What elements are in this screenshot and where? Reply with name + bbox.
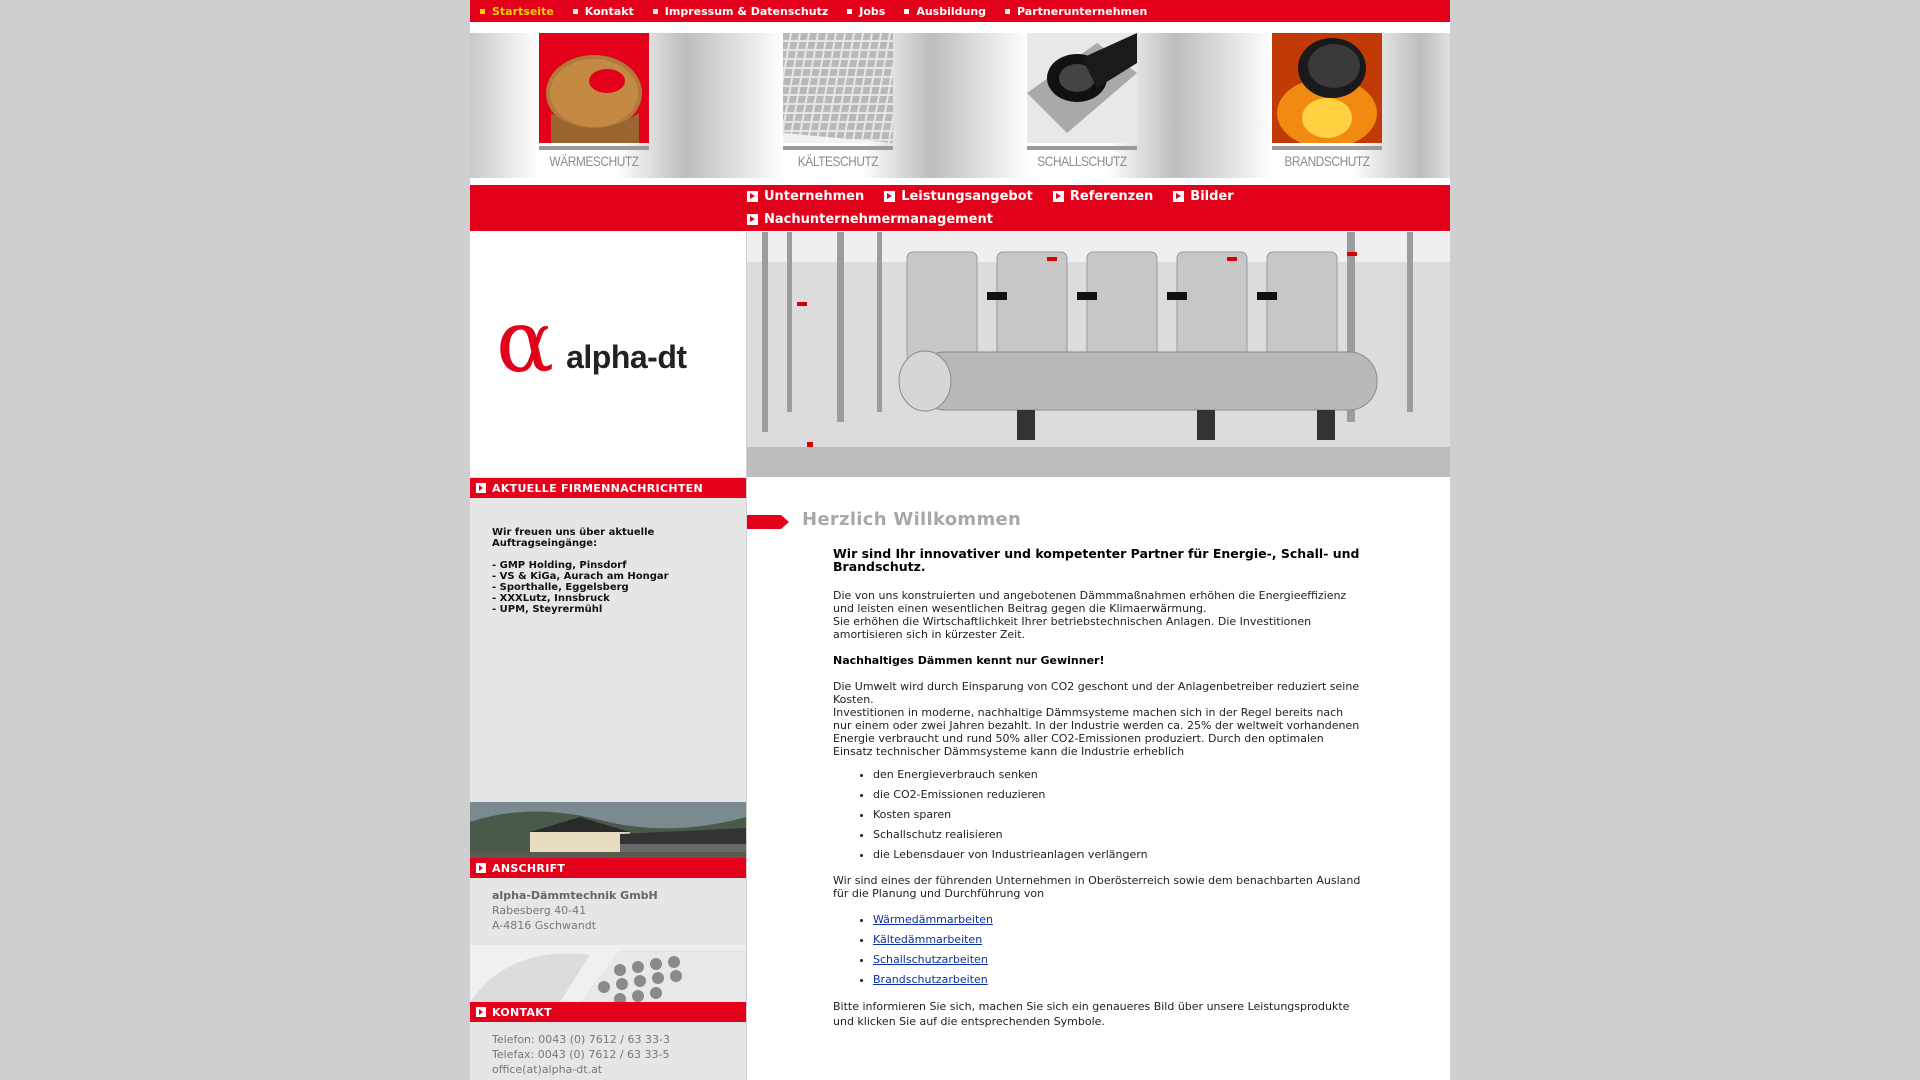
list-item: • die CO2-Emissionen reduzieren xyxy=(873,788,1363,801)
product-brandschutz[interactable] xyxy=(1272,33,1382,169)
telephone-photo xyxy=(470,945,746,1002)
service-link-brandschutzarbeiten[interactable]: Brandschutzarbeiten xyxy=(873,973,988,986)
arrow-right-icon xyxy=(476,1007,486,1017)
news-item: - Sporthalle, Eggelsberg xyxy=(492,582,629,593)
list-item: • den Energieverbrauch senken xyxy=(873,768,1363,781)
product-label: SCHALLSCHUTZ xyxy=(1037,153,1127,169)
list-item: • Schallschutz realisieren xyxy=(873,828,1363,841)
logo-text: alpha-dt xyxy=(566,339,687,375)
service-link-waermedaemmarbeiten[interactable]: Wärmedämmarbeiten xyxy=(873,913,994,926)
divider-bar xyxy=(783,146,893,150)
bullet-icon xyxy=(480,9,485,14)
news-intro: Wir freuen uns über aktuelle Auftragseingänge: xyxy=(492,527,655,549)
benefits-list xyxy=(833,768,1363,861)
email-address[interactable]: office(at)alpha-dt.at xyxy=(492,1063,603,1076)
product-kaelteschutz[interactable] xyxy=(783,33,893,169)
top-nav-kontakt[interactable]: Kontakt xyxy=(573,5,634,18)
paragraph: Wir sind eines der führenden Unternehmen in Oberösterreich sowie dem benachbarten Ausland für die Planung und Durchführung von xyxy=(833,874,1361,900)
contact-block xyxy=(492,1032,670,1077)
arrow-right-icon xyxy=(747,191,758,202)
main-content xyxy=(747,477,1450,1080)
news-list xyxy=(492,527,732,615)
service-item xyxy=(873,973,1363,986)
main-nav-unternehmen[interactable]: Unternehmen xyxy=(747,189,864,204)
heading-arrow-icon xyxy=(747,515,789,529)
company-name: alpha-Dämmtechnik GmbH xyxy=(492,889,658,902)
bullet-icon xyxy=(904,9,909,14)
page-container xyxy=(470,0,1450,1080)
top-nav-jobs[interactable]: Jobs xyxy=(847,5,885,18)
service-link-schallschutzarbeiten[interactable]: Schallschutzarbeiten xyxy=(873,953,988,966)
arrow-right-icon xyxy=(1053,191,1064,202)
fax-number: Telefax: 0043 (0) 7612 / 63 33-5 xyxy=(492,1048,670,1061)
bullet-icon xyxy=(653,9,658,14)
divider-bar xyxy=(1027,146,1137,150)
address-heading: ANSCHRIFT xyxy=(470,858,746,878)
address-block xyxy=(492,888,658,933)
bullet-icon xyxy=(1005,9,1010,14)
company-logo[interactable] xyxy=(496,292,687,392)
main-nav-nachunternehmermanagement[interactable]: Nachunternehmermanagement xyxy=(747,212,993,227)
bullet-icon xyxy=(847,9,852,14)
building-photo xyxy=(470,802,746,858)
arrow-right-icon xyxy=(884,191,895,202)
news-heading: AKTUELLE FIRMENNACHRICHTEN xyxy=(470,478,746,498)
contact-heading: KONTAKT xyxy=(470,1002,746,1022)
arrow-right-icon xyxy=(476,863,486,873)
news-item: - UPM, Steyrermühl xyxy=(492,604,603,615)
main-nav-leistungsangebot[interactable]: Leistungsangebot xyxy=(884,189,1033,204)
subheading: Nachhaltiges Dämmen kennt nur Gewinner! xyxy=(833,654,1105,667)
logo-area xyxy=(470,232,747,477)
product-banner xyxy=(470,33,1450,178)
top-nav-startseite[interactable]: Startseite xyxy=(480,5,554,18)
welcome-text xyxy=(833,547,1363,1042)
news-item: - XXXLutz, Innsbruck xyxy=(492,593,610,604)
sidebar xyxy=(470,477,747,1080)
hero-industrial-image xyxy=(747,232,1450,477)
product-label: WÄRMESCHUTZ xyxy=(549,153,639,169)
list-item: • die Lebensdauer von Industrieanlagen verlängern xyxy=(873,848,1363,861)
news-item: - VS & KiGa, Aurach am Hongar xyxy=(492,571,669,582)
service-item xyxy=(873,953,1363,966)
lead-heading: Wir sind Ihr innovativer und kompetenter Partner für Energie-, Schall- und Brandschutz. xyxy=(833,546,1360,574)
top-nav xyxy=(470,0,1450,22)
address-street: Rabesberg 40-41 xyxy=(492,904,587,917)
top-nav-impressum[interactable]: Impressum & Datenschutz xyxy=(653,5,828,18)
divider-bar xyxy=(539,146,649,150)
paragraph: Die von uns konstruierten und angebotenen Dämmmaßnahmen erhöhen die Energieeffizienz und leisten einen wesentlichen Beitrag gegen die Klimaerwärmung. Sie erhöhen die Wirtschaftlichkeit Ihrer betriebstechnischen Anlagen. Die Investitionen amortisieren sich in kürzester Zeit. xyxy=(833,589,1347,641)
address-city: A-4816 Gschwandt xyxy=(492,919,597,932)
main-nav-referenzen[interactable]: Referenzen xyxy=(1053,189,1153,204)
services-list xyxy=(833,913,1363,986)
product-label: BRANDSCHUTZ xyxy=(1284,153,1370,169)
product-label: KÄLTESCHUTZ xyxy=(797,153,879,169)
product-waermeschutz[interactable] xyxy=(539,33,649,169)
product-schallschutz[interactable] xyxy=(1027,33,1137,169)
page-title: Herzlich Willkommen xyxy=(802,509,1022,530)
bullet-icon xyxy=(573,9,578,14)
top-nav-ausbildung[interactable]: Ausbildung xyxy=(904,5,986,18)
arrow-right-icon xyxy=(747,214,758,225)
news-item: - GMP Holding, Pinsdorf xyxy=(492,560,627,571)
alpha-logo-icon: α xyxy=(496,292,555,392)
main-nav xyxy=(470,185,1450,231)
service-item xyxy=(873,913,1363,926)
service-link-kaeltedaemmarbeiten[interactable]: Kältedämmarbeiten xyxy=(873,933,983,946)
pipe-insulation-image xyxy=(1027,33,1137,143)
list-item: • Kosten sparen xyxy=(873,808,1363,821)
grid-panel-image xyxy=(783,33,893,143)
fire-pipe-image xyxy=(1272,33,1382,143)
divider-bar xyxy=(1272,146,1382,150)
main-nav-bilder[interactable]: Bilder xyxy=(1173,189,1233,204)
paragraph: Die Umwelt wird durch Einsparung von CO2 geschont und der Anlagenbetreiber reduziert seine Kosten. Investitionen in moderne, nachhaltige Dämmsysteme machen sich in der Regel bereits nach nur einem oder zwei Jahren bezahlt. In der Industrie werden ca. 25% der weltweit vorhandenen Energie verbraucht und rund 50% aller CO2-Emissionen produziert. Durch den optimalen Einsatz technischer Dämmsysteme kann die Industrie erheblich xyxy=(833,680,1360,758)
phone-number: Telefon: 0043 (0) 7612 / 63 33-3 xyxy=(492,1033,670,1046)
insulation-foam-image xyxy=(539,33,649,143)
arrow-right-icon xyxy=(476,483,486,493)
paragraph: Bitte informieren Sie sich, machen Sie sich ein genaueres Bild über unsere Leistungsprodukte und klicken Sie auf die entsprechenden Symbole. xyxy=(833,1000,1350,1028)
top-nav-partnerunternehmen[interactable]: Partnerunternehmen xyxy=(1005,5,1147,18)
service-item xyxy=(873,933,1363,946)
arrow-right-icon xyxy=(1173,191,1184,202)
